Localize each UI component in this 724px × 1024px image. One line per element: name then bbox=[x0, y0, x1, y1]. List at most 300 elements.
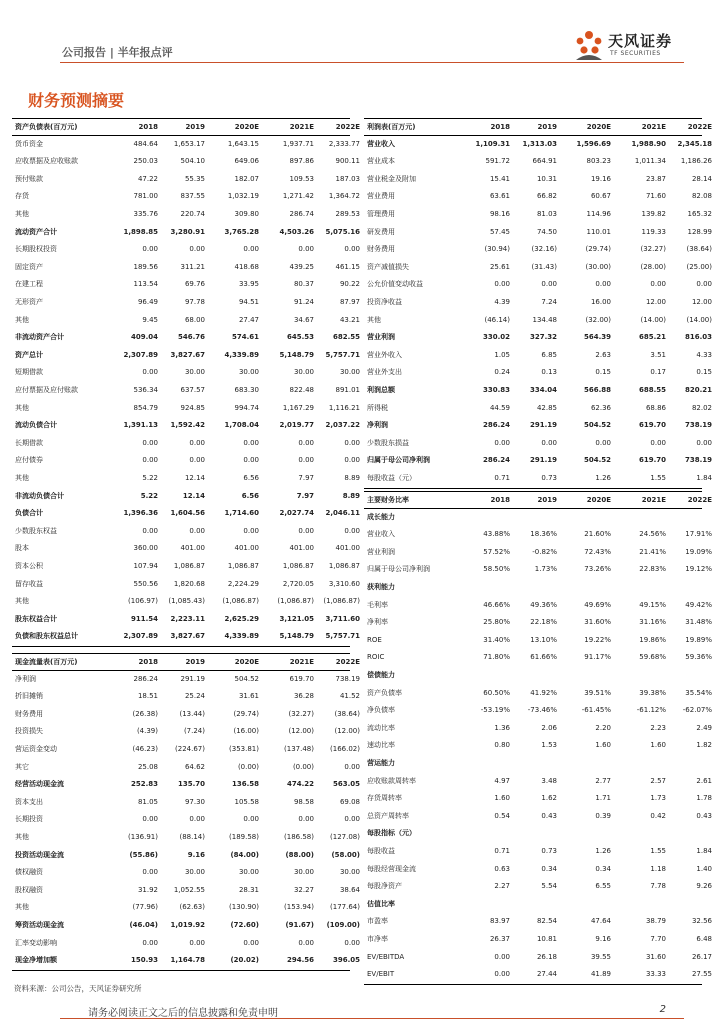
row-value: 27.44 bbox=[536, 970, 557, 979]
row-value: 3,280.91 bbox=[170, 227, 205, 236]
table-row bbox=[364, 276, 712, 294]
row-value: 43.88% bbox=[483, 530, 510, 539]
table-row bbox=[12, 400, 360, 418]
row-value: 71.80% bbox=[483, 653, 510, 662]
row-value: 8.89 bbox=[342, 491, 360, 500]
row-value: 335.76 bbox=[133, 210, 158, 218]
footer-disclaimer: 请务必阅读正文之后的信息披露和免责申明 bbox=[88, 1008, 278, 1019]
row-label: 负债合计 bbox=[15, 509, 43, 518]
table-row bbox=[12, 776, 360, 794]
row-value: 2,307.89 bbox=[123, 632, 158, 641]
row-value: -62.07% bbox=[682, 706, 712, 715]
year-header: 2020E bbox=[234, 658, 259, 666]
row-value: 2,625.29 bbox=[224, 614, 259, 623]
row-label: 公允价值变动收益 bbox=[367, 280, 423, 289]
row-value: 62.36 bbox=[590, 403, 611, 412]
year-header: 2022E bbox=[335, 123, 360, 131]
row-value: (62.63) bbox=[179, 903, 205, 912]
row-value: (30.00) bbox=[585, 262, 611, 271]
row-value: 19.89% bbox=[685, 635, 712, 644]
row-value: 2.27 bbox=[494, 882, 510, 891]
row-value: 30.00 bbox=[293, 368, 314, 377]
row-value: 0.00 bbox=[650, 438, 666, 447]
row-value: 0.00 bbox=[650, 280, 666, 289]
row-value: (72.60) bbox=[230, 921, 259, 929]
row-value: 32.56 bbox=[691, 917, 712, 926]
row-value: 1.84 bbox=[696, 847, 712, 855]
row-label: 投资净收益 bbox=[367, 298, 402, 306]
row-value: 3,711.60 bbox=[325, 614, 360, 623]
row-label: 利润总额 bbox=[367, 386, 395, 394]
table-row bbox=[12, 382, 360, 400]
row-value: 0.71 bbox=[494, 847, 510, 855]
row-value: 1,898.85 bbox=[123, 227, 158, 236]
row-label: 债权融资 bbox=[15, 868, 43, 877]
row-value: 1,086.87 bbox=[227, 562, 259, 570]
table-row bbox=[364, 861, 712, 879]
row-value: 39.38% bbox=[639, 688, 666, 697]
logo-mark-icon bbox=[572, 30, 606, 64]
row-value: 59.68% bbox=[639, 653, 666, 662]
row-value: 474.22 bbox=[286, 780, 314, 789]
row-value: (1,086.87) bbox=[277, 597, 314, 606]
row-value: (46.23) bbox=[132, 745, 158, 753]
row-value: (14.00) bbox=[640, 315, 666, 324]
row-value: 0.00 bbox=[189, 815, 205, 824]
row-label: 应付债券 bbox=[15, 456, 43, 465]
row-value: 0.00 bbox=[189, 526, 205, 535]
row-value: 1.78 bbox=[696, 794, 712, 803]
source-note: 资料来源：公司公告，天风证券研究所 bbox=[14, 984, 142, 993]
row-value: (4.39) bbox=[136, 727, 158, 736]
row-value: 1,937.71 bbox=[282, 139, 314, 148]
table-header-row bbox=[364, 118, 712, 136]
row-value: 39.55 bbox=[590, 952, 611, 961]
row-value: 418.68 bbox=[234, 262, 259, 271]
table-row bbox=[12, 171, 360, 189]
row-value: 1.62 bbox=[541, 794, 557, 803]
row-value: 107.94 bbox=[133, 562, 158, 570]
row-value: (1,085.43) bbox=[168, 597, 205, 606]
table-row bbox=[364, 755, 702, 773]
year-header: 2022E bbox=[687, 123, 712, 131]
row-value: 30.00 bbox=[238, 868, 259, 877]
table-row bbox=[364, 614, 712, 632]
row-label: 留存收益 bbox=[15, 579, 43, 588]
row-value: 0.00 bbox=[595, 438, 611, 447]
row-value: -53.19% bbox=[480, 706, 510, 715]
table-row bbox=[364, 649, 712, 667]
row-value: 738.19 bbox=[684, 421, 712, 430]
row-value: 8.89 bbox=[344, 474, 360, 482]
table-row bbox=[364, 966, 712, 984]
row-value: 911.54 bbox=[130, 614, 158, 623]
table-row bbox=[12, 417, 360, 435]
row-label: 少数股东损益 bbox=[367, 438, 409, 447]
table-title: 利润表(百万元) bbox=[367, 123, 416, 131]
row-value: 90.22 bbox=[339, 280, 360, 289]
row-value: 0.00 bbox=[243, 456, 259, 465]
table-row bbox=[12, 899, 360, 917]
row-value: 26.37 bbox=[489, 935, 510, 943]
row-value: 12.14 bbox=[182, 491, 205, 500]
row-label: 存货周转率 bbox=[367, 794, 402, 803]
row-label: 资本支出 bbox=[15, 797, 43, 806]
row-label: 营业外支出 bbox=[367, 368, 402, 377]
row-value: 69.08 bbox=[339, 797, 360, 806]
row-value: 47.22 bbox=[137, 174, 158, 183]
row-value: 4.33 bbox=[696, 350, 712, 359]
table-row bbox=[12, 917, 360, 935]
row-label: 营业收入 bbox=[367, 530, 395, 539]
logo-subtitle: TF SECURITIES bbox=[610, 50, 661, 57]
row-value: 31.48% bbox=[685, 618, 712, 627]
row-value: 0.00 bbox=[494, 952, 510, 961]
row-value: 0.71 bbox=[494, 474, 510, 482]
row-value: 0.00 bbox=[344, 762, 360, 771]
row-value: 26.17 bbox=[691, 952, 712, 961]
row-value: 72.43% bbox=[584, 547, 611, 556]
row-value: 5.54 bbox=[541, 882, 557, 891]
year-header: 2020E bbox=[586, 496, 611, 504]
row-value: 28.14 bbox=[691, 174, 712, 183]
table-row bbox=[12, 935, 360, 953]
row-value: 5,148.79 bbox=[279, 632, 314, 641]
table-row bbox=[12, 671, 360, 689]
table-row bbox=[364, 136, 712, 154]
row-value: 1.18 bbox=[650, 864, 666, 873]
row-value: 0.00 bbox=[142, 438, 158, 447]
row-value: 334.04 bbox=[529, 386, 557, 394]
row-value: 1,019.92 bbox=[170, 921, 205, 929]
row-value: 49.36% bbox=[530, 600, 557, 609]
row-value: 536.34 bbox=[133, 386, 158, 394]
row-value: 854.79 bbox=[133, 403, 158, 412]
table-row bbox=[12, 706, 360, 724]
row-value: 327.32 bbox=[529, 333, 557, 342]
row-value: 5,757.71 bbox=[325, 632, 360, 641]
table-row bbox=[364, 452, 712, 470]
row-value: 1,032.19 bbox=[227, 192, 259, 201]
row-value: 4.97 bbox=[494, 776, 510, 785]
row-value: 0.00 bbox=[142, 938, 158, 947]
row-label: 营业利润 bbox=[367, 547, 395, 556]
row-value: (31.43) bbox=[531, 262, 557, 271]
row-value: 0.00 bbox=[298, 938, 314, 947]
row-value: 2,046.11 bbox=[325, 509, 360, 518]
row-value: 1.55 bbox=[650, 847, 666, 855]
row-value: 0.00 bbox=[344, 526, 360, 535]
row-label: 在建工程 bbox=[15, 280, 43, 289]
table-row bbox=[364, 702, 712, 720]
row-label: 管理费用 bbox=[367, 210, 395, 218]
row-value: 5,757.71 bbox=[325, 350, 360, 359]
table-bottom-rule bbox=[12, 646, 350, 647]
year-header: 2018 bbox=[138, 123, 158, 131]
row-value: 0.00 bbox=[243, 815, 259, 824]
row-value: (0.00) bbox=[292, 762, 314, 771]
row-value: 461.15 bbox=[335, 262, 360, 271]
row-value: (106.97) bbox=[128, 597, 158, 606]
year-header: 2018 bbox=[138, 658, 158, 666]
row-value: 504.52 bbox=[583, 456, 611, 465]
row-value: 1,116.21 bbox=[328, 403, 360, 412]
row-value: (130.90) bbox=[229, 903, 259, 912]
cash-flow-table bbox=[12, 653, 360, 971]
row-label: 营运资金变动 bbox=[15, 745, 57, 753]
row-value: 7.97 bbox=[298, 474, 314, 482]
year-header: 2020E bbox=[234, 123, 259, 131]
row-value: 309.80 bbox=[234, 210, 259, 218]
row-value: 1,396.36 bbox=[123, 509, 158, 518]
row-label: 负债和股东权益总计 bbox=[15, 632, 78, 641]
row-label: 营业成本 bbox=[367, 157, 395, 166]
row-value: 30.00 bbox=[184, 368, 205, 377]
row-value: 19.09% bbox=[685, 547, 712, 556]
row-value: 31.60 bbox=[645, 952, 666, 961]
row-label: 每股经营现金流 bbox=[367, 864, 416, 873]
row-value: 820.21 bbox=[684, 386, 712, 394]
row-value: 25.08 bbox=[137, 762, 158, 771]
row-value: 41.52 bbox=[339, 692, 360, 701]
row-value: 1,086.87 bbox=[328, 562, 360, 570]
table-row bbox=[364, 364, 712, 382]
row-value: 0.15 bbox=[595, 368, 611, 377]
row-value: 250.03 bbox=[133, 157, 158, 166]
year-header: 2021E bbox=[289, 123, 314, 131]
row-value: (12.00) bbox=[334, 727, 360, 736]
row-value: 31.92 bbox=[137, 885, 158, 894]
row-value: 82.54 bbox=[536, 917, 557, 926]
row-value: 1,109.31 bbox=[475, 139, 510, 148]
table-row bbox=[364, 949, 712, 967]
row-value: 109.53 bbox=[289, 174, 314, 183]
row-value: 1.53 bbox=[541, 741, 557, 750]
row-value: 69.76 bbox=[184, 280, 205, 289]
table-row bbox=[364, 878, 712, 896]
table-row bbox=[12, 276, 360, 294]
row-value: 55.35 bbox=[184, 174, 205, 183]
row-value: 286.74 bbox=[289, 210, 314, 218]
row-value: 1.60 bbox=[650, 741, 666, 750]
row-value: 114.96 bbox=[586, 210, 611, 218]
row-value: 81.05 bbox=[137, 797, 158, 806]
row-value: 41.92% bbox=[530, 688, 557, 697]
row-value: 1.26 bbox=[595, 474, 611, 482]
logo-name: 天风证券 bbox=[608, 32, 673, 50]
row-value: 2.20 bbox=[595, 723, 611, 732]
row-value: 546.76 bbox=[177, 333, 205, 342]
row-label: 归属于母公司净利润 bbox=[367, 456, 430, 465]
year-header: 2019 bbox=[537, 496, 557, 504]
row-label: 股本 bbox=[15, 544, 29, 553]
table-row bbox=[12, 847, 360, 865]
row-value: 484.64 bbox=[133, 139, 158, 148]
table-header-row bbox=[12, 653, 360, 671]
table-title: 资产负债表(百万元) bbox=[15, 123, 78, 131]
table-row bbox=[364, 509, 702, 527]
row-value: 110.01 bbox=[586, 227, 611, 236]
row-value: 286.24 bbox=[482, 456, 510, 465]
row-value: 0.00 bbox=[243, 438, 259, 447]
company-logo bbox=[572, 30, 702, 66]
row-label: 预付账款 bbox=[15, 174, 43, 183]
year-header: 2022E bbox=[687, 496, 712, 504]
row-value: 22.83% bbox=[639, 565, 666, 574]
row-label: 偿债能力 bbox=[367, 671, 395, 679]
row-value: 0.00 bbox=[189, 938, 205, 947]
row-value: 0.00 bbox=[142, 815, 158, 824]
row-value: (166.02) bbox=[330, 745, 360, 753]
row-value: 19.86% bbox=[639, 635, 666, 644]
row-value: 550.56 bbox=[133, 579, 158, 588]
row-label: 财务费用 bbox=[367, 245, 395, 254]
table-row bbox=[364, 808, 712, 826]
row-value: 74.50 bbox=[536, 227, 557, 236]
table-row bbox=[12, 241, 360, 259]
row-value: 17.91% bbox=[685, 530, 712, 539]
row-value: 2,037.22 bbox=[325, 421, 360, 430]
table-row bbox=[12, 505, 360, 523]
row-label: 总资产周转率 bbox=[367, 811, 409, 820]
row-value: 19.16 bbox=[590, 174, 611, 183]
row-value: 6.56 bbox=[243, 474, 259, 482]
row-value: 1,186.26 bbox=[680, 157, 712, 166]
row-label: 营运能力 bbox=[367, 759, 395, 767]
row-label: EV/EBITDA bbox=[367, 952, 405, 961]
row-value: 189.56 bbox=[133, 262, 158, 271]
row-label: 市净率 bbox=[367, 935, 388, 943]
row-label: ROIC bbox=[367, 653, 385, 662]
row-value: 1,592.42 bbox=[170, 421, 205, 430]
table-row bbox=[12, 364, 360, 382]
table-row bbox=[12, 611, 360, 629]
row-value: 2,027.74 bbox=[279, 509, 314, 518]
year-header: 2021E bbox=[289, 658, 314, 666]
row-value: 252.83 bbox=[130, 780, 158, 789]
row-value: 1,714.60 bbox=[224, 509, 259, 518]
year-header: 2021E bbox=[641, 123, 666, 131]
row-value: 0.17 bbox=[650, 368, 666, 377]
row-value: 5.22 bbox=[142, 474, 158, 482]
row-value: 1.55 bbox=[650, 474, 666, 482]
row-label: 折旧摊销 bbox=[15, 692, 43, 701]
row-value: (88.14) bbox=[179, 833, 205, 841]
row-value: 10.31 bbox=[536, 174, 557, 183]
row-value: (32.27) bbox=[288, 709, 314, 718]
row-value: (28.00) bbox=[640, 262, 666, 271]
row-value: 4.39 bbox=[494, 298, 510, 306]
row-value: (13.44) bbox=[179, 709, 205, 718]
row-value: 0.00 bbox=[243, 245, 259, 254]
row-value: 0.00 bbox=[344, 456, 360, 465]
table-row bbox=[364, 896, 702, 914]
row-value: 645.53 bbox=[286, 333, 314, 342]
table-row bbox=[12, 688, 360, 706]
section-title: 财务预测摘要 bbox=[28, 91, 125, 110]
table-row bbox=[364, 685, 712, 703]
row-value: 637.57 bbox=[180, 386, 205, 394]
row-value: 0.00 bbox=[189, 456, 205, 465]
row-value: (224.67) bbox=[175, 745, 205, 753]
row-value: 574.61 bbox=[231, 333, 259, 342]
table-row bbox=[12, 488, 360, 506]
row-value: 12.00 bbox=[645, 298, 666, 306]
table-row bbox=[364, 417, 712, 435]
row-value: 150.93 bbox=[130, 956, 158, 965]
row-value: 781.00 bbox=[133, 192, 158, 201]
row-value: 5,075.16 bbox=[325, 227, 360, 236]
row-label: 净利率 bbox=[367, 618, 388, 627]
row-value: 738.19 bbox=[684, 456, 712, 465]
row-value: 42.85 bbox=[536, 403, 557, 412]
row-value: 22.18% bbox=[530, 618, 557, 627]
row-value: 9.16 bbox=[187, 850, 205, 859]
row-label: 营业费用 bbox=[367, 192, 395, 201]
year-header: 2021E bbox=[641, 496, 666, 504]
row-value: 0.00 bbox=[344, 938, 360, 947]
row-label: 营业外收入 bbox=[367, 350, 402, 359]
row-value: 12.14 bbox=[184, 474, 205, 482]
row-value: 3,827.67 bbox=[170, 350, 205, 359]
table-row bbox=[364, 470, 712, 488]
row-value: 0.73 bbox=[541, 847, 557, 855]
row-value: 1.36 bbox=[494, 723, 510, 732]
row-value: 566.88 bbox=[583, 386, 611, 394]
row-value: 21.41% bbox=[639, 547, 666, 556]
table-row bbox=[12, 312, 360, 330]
row-value: 311.21 bbox=[180, 262, 205, 271]
row-value: 360.00 bbox=[133, 544, 158, 553]
row-value: 1.60 bbox=[494, 794, 510, 803]
row-value: 49.42% bbox=[685, 600, 712, 609]
row-value: (55.86) bbox=[129, 850, 158, 859]
row-value: 619.70 bbox=[638, 456, 666, 465]
row-value: 119.33 bbox=[641, 227, 666, 236]
row-value: 32.27 bbox=[293, 885, 314, 894]
row-label: 应收账款周转率 bbox=[367, 776, 416, 785]
row-value: 1.73% bbox=[534, 565, 557, 574]
table-row bbox=[364, 825, 702, 843]
row-value: 0.34 bbox=[541, 864, 557, 873]
row-value: 2,345.18 bbox=[677, 139, 712, 148]
row-value: 1.73 bbox=[650, 794, 666, 803]
row-value: 1,271.42 bbox=[282, 192, 314, 201]
row-value: (32.00) bbox=[585, 315, 611, 324]
row-value: 49.15% bbox=[639, 600, 666, 609]
row-label: 长期股权投资 bbox=[15, 245, 57, 254]
table-row bbox=[12, 435, 360, 453]
row-value: 49.69% bbox=[584, 600, 611, 609]
table-row bbox=[364, 294, 712, 312]
row-value: 837.55 bbox=[180, 192, 205, 201]
table-row bbox=[364, 382, 712, 400]
row-value: 57.52% bbox=[483, 547, 510, 556]
row-value: 803.23 bbox=[586, 157, 611, 166]
row-value: 91.17% bbox=[584, 653, 611, 662]
table-row bbox=[12, 759, 360, 777]
row-label: 无形资产 bbox=[15, 298, 43, 306]
year-header: 2019 bbox=[185, 658, 205, 666]
row-label: 其它 bbox=[15, 762, 29, 771]
row-value: 291.19 bbox=[180, 674, 205, 683]
row-label: 其他 bbox=[15, 403, 29, 412]
row-label: 其他 bbox=[15, 597, 29, 606]
table-row bbox=[364, 347, 712, 365]
row-value: 619.70 bbox=[638, 421, 666, 430]
row-value: 900.11 bbox=[335, 157, 360, 166]
row-value: 683.30 bbox=[234, 386, 259, 394]
